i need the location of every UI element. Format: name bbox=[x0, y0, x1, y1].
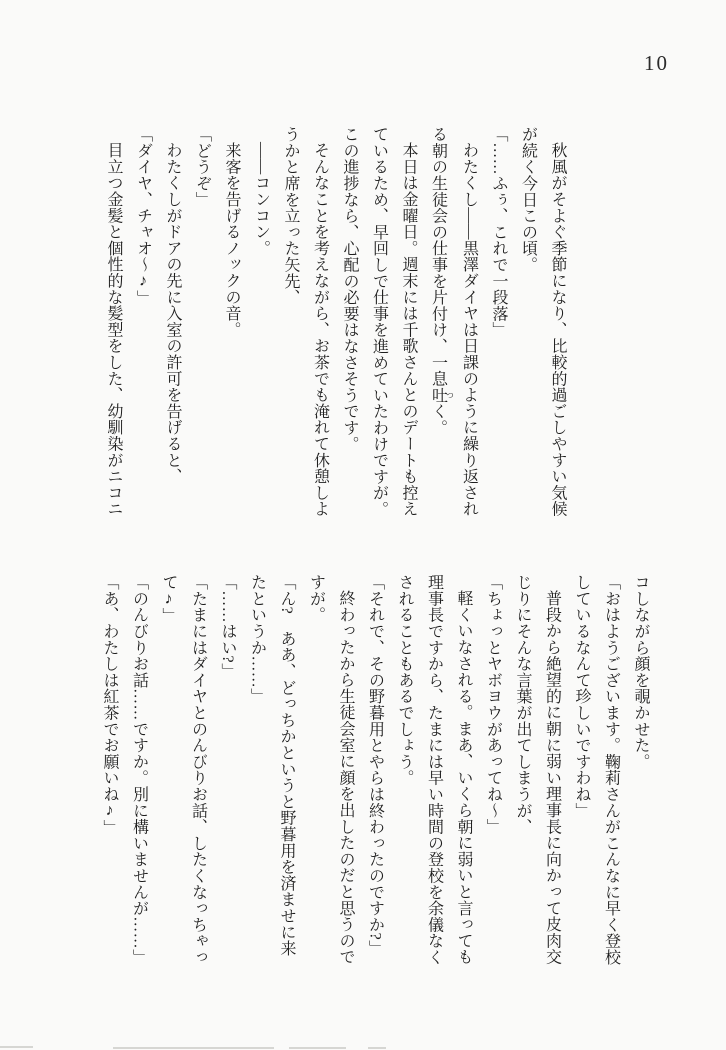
text-line: 終わったから生徒会室に顔を出したのだと思うので bbox=[337, 590, 354, 965]
text-line: 「どうぞ」 bbox=[193, 126, 211, 208]
scan-edge-artifact bbox=[289, 1047, 346, 1049]
text-line: て♪」 bbox=[160, 574, 177, 624]
upper-text-block bbox=[99, 126, 573, 520]
text-line: 「それで、その野暮用とやらは終わったのですか?」 bbox=[366, 574, 384, 957]
furigana-base: 吐 bbox=[429, 386, 447, 404]
furigana-ruby bbox=[429, 386, 455, 404]
text-line: たというか……」 bbox=[248, 574, 266, 705]
page-number: 10 bbox=[644, 51, 669, 75]
furigana-pre-text: る朝の生徒会の仕事を片付け、一息 bbox=[429, 126, 447, 387]
text-line: ――コンコン。 bbox=[252, 142, 270, 257]
text-line: 「……はい?」 bbox=[219, 574, 236, 680]
scan-edge-artifact bbox=[0, 1046, 33, 1048]
text-line: コしながら顔を覗かせた。 bbox=[632, 574, 649, 770]
text-line: ているため、早回しで仕事を進めていたわけですが。 bbox=[370, 126, 388, 518]
text-line: 「あ、わたしは紅茶でお願いね♪」 bbox=[101, 574, 118, 836]
text-line: 「ダイヤ、チャオ〜♪」 bbox=[134, 126, 152, 307]
text-line: うかと席を立った矢先、 bbox=[282, 126, 299, 306]
text-line: じりにそんな言葉が出てしまうが、 bbox=[514, 574, 531, 835]
text-line: 「ん? ああ、どっちかというと野暮用を済ませに来 bbox=[278, 574, 295, 957]
text-line: されることもあるでしょう。 bbox=[396, 574, 413, 786]
lower-text-block bbox=[95, 574, 656, 968]
text-line-with-furigana bbox=[423, 126, 454, 520]
text-line: 理事長ですから、たまには早い時間の登校を余儀なく bbox=[425, 574, 443, 966]
text-line: 「ちょっとヤボヨウがあってね〜」 bbox=[484, 574, 502, 835]
text-line: 来客を告げるノックの音。 bbox=[223, 142, 240, 338]
furigana-reading: つ bbox=[445, 386, 455, 404]
text-line: 本日は金曜日。週末には千歌さんとのデートも控え bbox=[400, 142, 417, 517]
text-line: しているなんて珍しいですわね」 bbox=[573, 574, 590, 819]
text-line: 「のんびりお話……ですか。別に構いませんが……」 bbox=[130, 574, 148, 966]
scan-edge-artifact bbox=[368, 1047, 386, 1049]
text-line: わたくし――黒澤ダイヤは日課のように繰り返され bbox=[460, 142, 478, 517]
text-line: わたくしがドアの先に入室の許可を告げると、 bbox=[164, 142, 181, 485]
text-line: そんなことを考えながら、お茶でも淹れて休憩しよ bbox=[311, 142, 329, 517]
text-line: が続く今日この頃。 bbox=[519, 126, 537, 273]
text-line: 「……ふぅ、これで一段落」 bbox=[490, 126, 507, 338]
text-line: 「おはようございます。鞠莉さんがこんなに早く登校 bbox=[602, 574, 620, 966]
text-line: すが。 bbox=[307, 574, 325, 623]
furigana-post-text: く。 bbox=[429, 403, 447, 436]
text-line: 「たまにはダイヤとのんびりお話、したくなっちゃっ bbox=[189, 574, 207, 966]
text-line: この進捗なら、心配の必要はなさそうです。 bbox=[341, 126, 358, 452]
text-line: 普段から絶望的に朝に弱い理事長に向かって皮肉交 bbox=[543, 590, 561, 965]
text-line: 秋風がそよぐ季節になり、比較的過ごしやすい気候 bbox=[549, 142, 566, 517]
text-line: 目立つ金髪と個性的な髪型をした、幼馴染がニコニ bbox=[105, 142, 122, 517]
scan-edge-artifact bbox=[113, 1047, 274, 1049]
text-line: 軽くいなされる。まあ、いくら朝に弱いと言っても bbox=[455, 590, 472, 965]
